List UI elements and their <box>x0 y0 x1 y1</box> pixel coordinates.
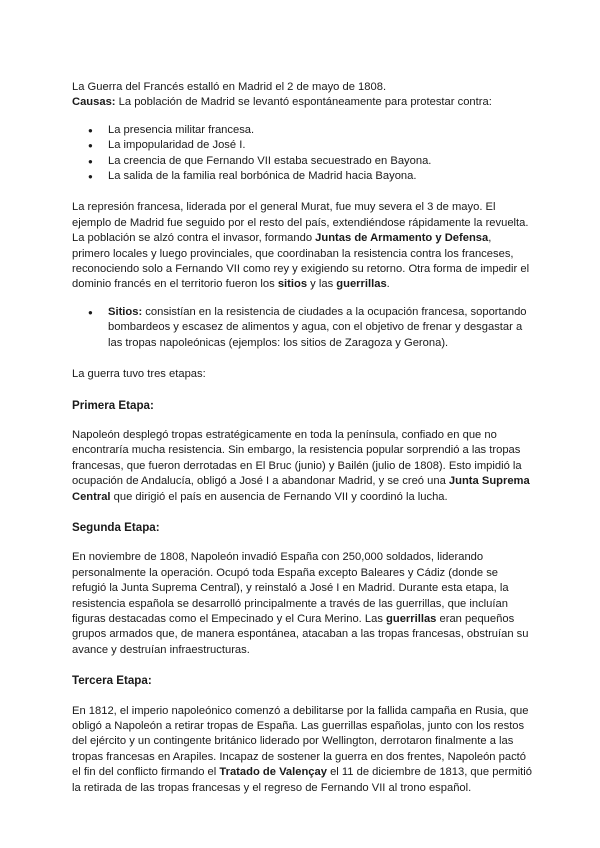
sitios-label: Sitios: <box>108 305 143 318</box>
document-page <box>72 80 532 796</box>
causas-label: Causas: <box>72 96 116 109</box>
text-span: el 11 de diciembre de 1813, que permitió la retirada de las tropas francesas y el regreso de Fernando VII al trono español. <box>72 766 532 794</box>
juntas-bold: Juntas de Armamento y Defensa <box>315 232 489 245</box>
tratado-bold: Tratado de Valençay <box>219 766 327 779</box>
text-span: . <box>386 278 390 291</box>
text-span: que dirigió el país en ausencia de Fernando VII y coordinó la lucha. <box>110 490 448 503</box>
junta-suprema-bold: Junta Suprema Central <box>72 475 530 503</box>
causas-paragraph <box>72 95 532 110</box>
stage3-heading: Tercera Etapa: <box>72 674 152 688</box>
list-item: ● La salida de la familia real borbónica de Madrid hacia Bayona. <box>72 169 532 184</box>
intro-line: La Guerra del Francés estalló en Madrid el 2 de mayo de 1808. <box>72 81 387 93</box>
stage1-heading: Primera Etapa: <box>72 398 154 412</box>
text-span: , primero locales y luego provinciales, que coordinaban la resistencia contra los franceses, reconociendo solo a Fernando VII como rey y exigiendo su retorno. Otra forma de impedir el dominio francés en el territorio fueron los <box>72 232 530 291</box>
stages-intro: La guerra tuvo tres etapas: <box>72 368 206 381</box>
text-span: y las <box>307 278 337 291</box>
sitios-text: consistían en la resistencia de ciudades a la ocupación francesa, soportando bombardeos y escasez de alimentos y agua, con el objetivo de frenar y desgastar a las tropas napoleónicas (ejemplos: los sitios de Zaragoza y Gerona). <box>108 305 527 349</box>
list-item: ● La impopularidad de José I. <box>72 138 532 153</box>
stage3-paragraph <box>72 704 532 796</box>
guerrillas-bold: guerrillas <box>386 612 437 625</box>
text-span: La represión francesa, liderada por el general Murat, fue muy severa el 3 de mayo. El ejemplo de Madrid fue seguido por el resto del país, extendiéndose rápidamente la revuelta. La población se alzó contra el invasor, formando <box>72 201 529 245</box>
list-item: ● La presencia militar francesa. <box>72 123 532 138</box>
stage2-heading: Segunda Etapa: <box>72 520 160 534</box>
list-item <box>72 305 532 351</box>
stage2-paragraph <box>72 550 532 658</box>
text-span: Napoleón desplegó tropas estratégicamente en toda la península, confiado en que no encontraría mucha resistencia. Sin embargo, la resistencia popular sorprendió a las tropas francesas, que fueron derrotadas en El Bruc (junio) y Bailén (julio de 1808). Esto impidió la ocupación de Andalucía, obligó a José I a abandonar Madrid, y se creó una <box>72 428 522 488</box>
guerrillas-bold: guerrillas <box>336 278 387 291</box>
causes-list <box>72 123 532 185</box>
sitios-list <box>72 305 532 351</box>
text-span: En noviembre de 1808, Napoleón invadió España con 250,000 soldados, liderando personalmente la operación. Ocupó toda España excepto Baleares y Cádiz (donde se refugió la Junta Suprema Central), y reinstaló a José I en Madrid. Durante esta etapa, la resistencia española se desarrolló principalmente a través de las guerrillas, que incluían figuras destacadas como el Empecinado y el Cura Merino. Las <box>72 551 509 625</box>
text-span: En 1812, el imperio napoleónico comenzó a debilitarse por la fallida campaña en Rusia, que obligó a Napoleón a retirar tropas de España. Las guerrillas españolas, junto con los restos del ejército y un contingente británico liderado por Wellington, derrotaron finalmente a las tropas francesas en Arapiles. Incapaz de sostener la guerra en dos frentes, Napoleón pactó el fin del conflicto firmando el <box>72 704 529 779</box>
causas-text: La población de Madrid se levantó espontáneamente para protestar contra: <box>115 96 492 109</box>
repression-paragraph <box>72 200 532 292</box>
sitios-bold: sitios <box>277 278 308 291</box>
text-span: eran pequeños grupos armados que, de manera espontánea, atacaban a las tropas francesas, obstruían su avance y destruían infraestructuras. <box>72 612 529 656</box>
list-item: ● La creencia de que Fernando VII estaba secuestrado en Bayona. <box>72 154 532 169</box>
stage1-paragraph <box>72 428 532 505</box>
